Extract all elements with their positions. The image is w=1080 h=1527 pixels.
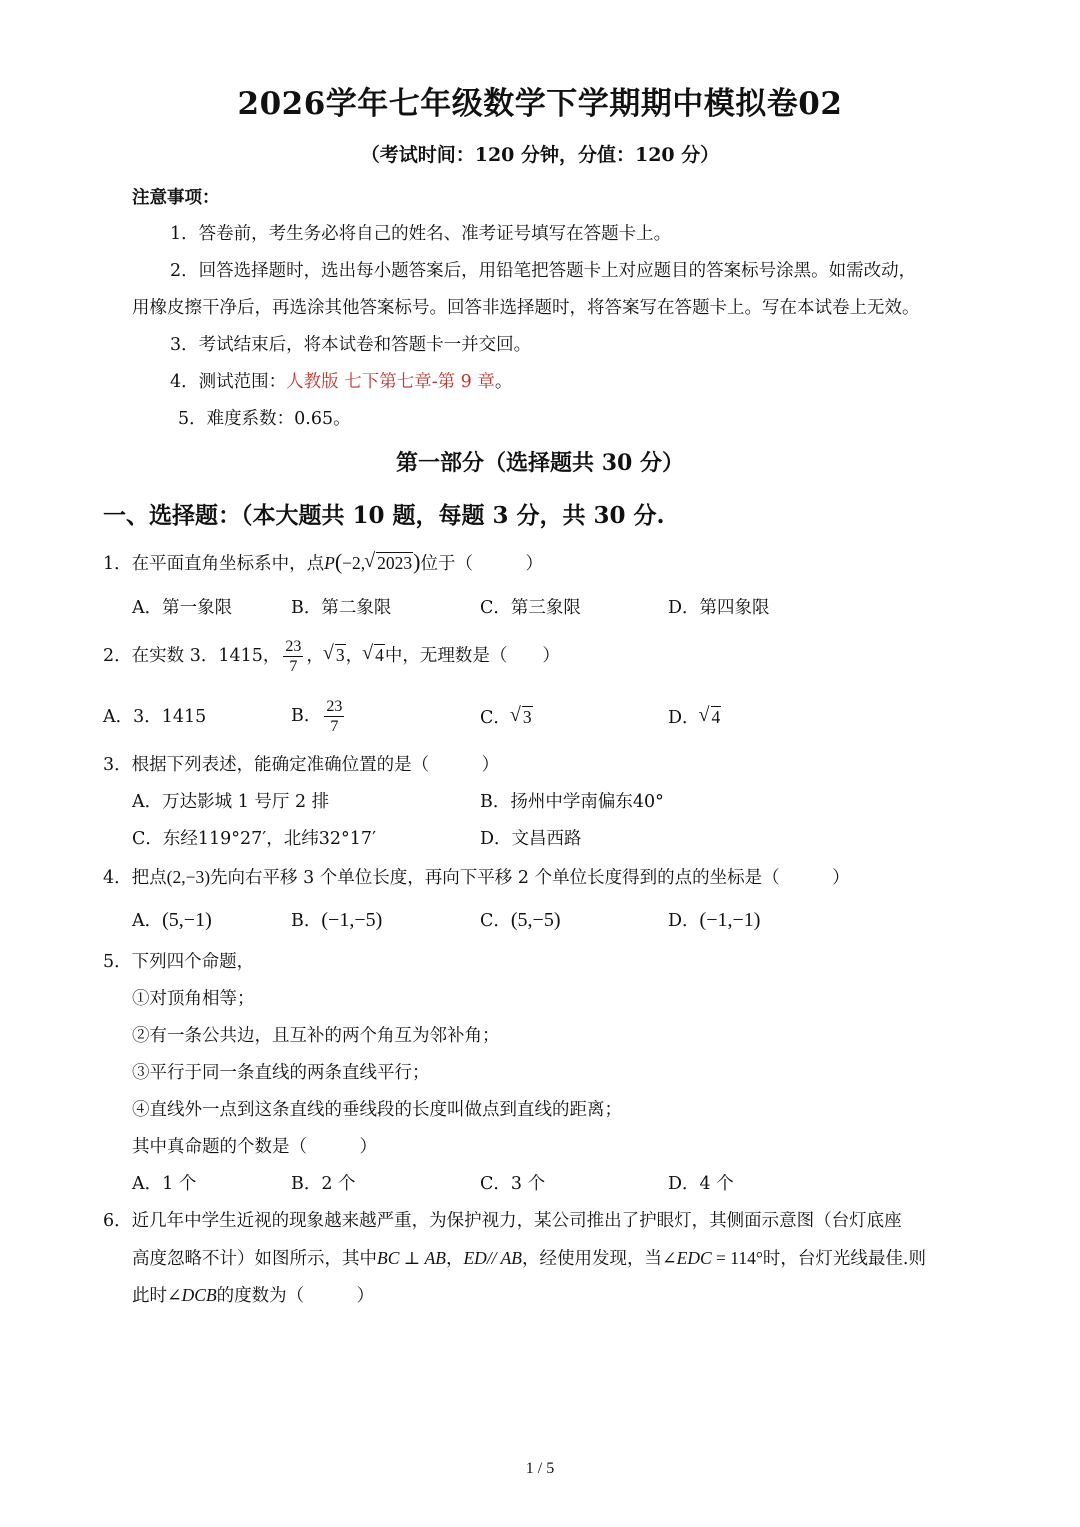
q6-perp-symbol: ⊥ (399, 1248, 425, 1268)
q4-option-b-label: B． (291, 911, 322, 931)
question-6-line-1: 6．近几年中学生近视的现象越来越严重，为保护视力，某公司推出了护眼灯，其侧面示意图（台灯底座 (103, 1211, 902, 1231)
q2-option-b-label: B． (291, 706, 322, 726)
q4-option-b-value: (−1,−5) (321, 909, 383, 931)
q3-option-b: B．扬州中学南偏东40° (480, 792, 664, 812)
q3-option-a: A．万达影城 1 号厅 2 排 (132, 792, 330, 812)
q1-stem-b: 位于（ ） (420, 554, 543, 574)
q5-option-d: D．4 个 (668, 1174, 734, 1194)
exam-info: （考试时间：120 分钟，分值：120 分） (360, 144, 720, 166)
q6-angle-dcb: ∠DCB (167, 1285, 217, 1305)
part-one-heading: 第一部分（选择题共 30 分） (396, 450, 684, 476)
q3-option-c: C．东经119°27′，北纬32°17′ (132, 829, 377, 849)
q2-stem-a: 2．在实数 3．1415， (103, 646, 281, 666)
page-number: 1 / 5 (525, 1460, 555, 1477)
question-4-stem (103, 865, 850, 890)
q1-point-p: P (324, 553, 335, 573)
question-5-stem: 5．下列四个命题， (103, 952, 255, 972)
q4-option-a-value: (5,−1) (162, 909, 212, 931)
q5-statement-4: ④直线外一点到这条直线的垂线段的长度叫做点到直线的距离； (132, 1100, 622, 1120)
q2-frac-den: 7 (289, 658, 298, 675)
q2-sqrt-4 (363, 636, 385, 674)
note-4-prefix: 4．测试范围： (170, 372, 287, 392)
q1-option-b: B．第二象限 (291, 598, 392, 618)
q2-radicand-1: 3 (335, 645, 345, 665)
q2-option-b (291, 694, 347, 738)
q4-option-b (291, 908, 382, 933)
q1-option-d: D．第四象限 (668, 598, 770, 618)
q5-statement-1: ①对顶角相等； (132, 989, 255, 1009)
q4-option-d-value: (−1,−1) (699, 909, 761, 931)
q4-option-a-label: A． (132, 911, 163, 931)
q2-option-c-sqrt (511, 705, 533, 729)
q2-b-num: 23 (326, 698, 343, 715)
page-title: 2026学年七年级数学下学期期中模拟卷02 (237, 86, 843, 122)
note-1: 1．答卷前，考生务必将自己的姓名、准考证号填写在答题卡上。 (170, 224, 672, 244)
q2-sep-2: ， (345, 646, 364, 666)
q1-sqrt (365, 551, 413, 575)
q5-question: 其中真命题的个数是（ ） (132, 1137, 377, 1157)
q5-option-a: A．1 个 (132, 1174, 197, 1194)
question-6-line-2 (132, 1246, 926, 1271)
q4-option-d (668, 908, 760, 933)
q1-option-a: A．第一象限 (132, 598, 233, 618)
q2-fraction (283, 637, 303, 676)
section-one-heading: 一、选择题：（本大题共 10 题，每题 3 分，共 30 分. (103, 502, 665, 529)
q5-statement-3: ③平行于同一条直线的两条直线平行； (132, 1063, 430, 1083)
q1-coord-x: −2, (342, 553, 366, 573)
notes-heading: 注意事项： (132, 188, 220, 208)
q3-option-d: D．文昌西路 (480, 829, 582, 849)
note-4-suffix: 。 (494, 372, 513, 392)
q2-frac-num: 23 (285, 638, 302, 655)
q6-parallel-symbol: // (486, 1248, 501, 1268)
q2-radicand-2: 4 (375, 645, 384, 665)
test-range: 人教版 七下第七章-第 9 章 (286, 372, 495, 392)
q1-option-c: C．第三象限 (480, 598, 581, 618)
q2-option-d-label: D． (668, 708, 700, 728)
q6-segment-ed: ED (463, 1248, 487, 1268)
question-6-line-3 (132, 1283, 374, 1308)
question-2-stem (103, 636, 560, 676)
q2-sqrt-3 (324, 636, 346, 674)
q2-option-c-label: C． (480, 708, 511, 728)
q4-option-a (132, 908, 212, 933)
q4-point: (2,−3) (166, 867, 211, 887)
q4-stem-a: 4．把点 (103, 868, 167, 888)
q1-radicand: 2023 (377, 553, 413, 573)
q2-b-den: 7 (330, 718, 339, 735)
q6-text-e: 的度数为（ ） (216, 1286, 375, 1306)
q4-option-d-label: D． (668, 911, 700, 931)
q6-angle-edc: ∠EDC (662, 1248, 712, 1268)
q2-option-d-sqrt (700, 705, 722, 729)
note-4 (170, 370, 512, 394)
q2-d-radicand: 4 (711, 707, 721, 727)
q6-segment-ab-1: AB (424, 1248, 446, 1268)
q2-option-c (480, 705, 533, 730)
q2-option-a: A．3．1415 (103, 707, 207, 727)
q2-option-d (668, 705, 721, 730)
q6-text-c: 时，台灯光线最佳.则 (762, 1249, 926, 1269)
q4-option-c-label: C． (480, 911, 511, 931)
q6-text-b: ，经使用发现，当 (522, 1249, 662, 1269)
q5-option-b: B．2 个 (291, 1174, 356, 1194)
note-5: 5．难度系数：0.65。 (178, 409, 351, 429)
q2-c-radicand: 3 (522, 707, 532, 727)
q6-segment-ab-2: AB (500, 1248, 522, 1268)
q6-text-d: 此时 (132, 1286, 167, 1306)
note-2-line2: 用橡皮擦干净后，再选涂其他答案标号。回答非选择题时，将答案写在答题卡上。写在本试卷上无效。 (132, 298, 920, 318)
q5-option-c: C．3 个 (480, 1174, 546, 1194)
note-2-line1: 2．回答选择题时，选出每小题答案后，用铅笔把答题卡上对应题目的答案标号涂黑。如需改动， (170, 261, 917, 281)
q6-text-a: 高度忽略不计）如图所示，其中 (132, 1249, 377, 1269)
q2-stem-b: 中，无理数是（ ） (384, 646, 560, 666)
question-3-stem: 3．根据下列表述，能确定准确位置的是（ ） (103, 755, 500, 775)
q2-option-b-fraction (324, 697, 344, 736)
q4-option-c (480, 908, 561, 933)
question-1-stem: 1．在平面直角坐标系中，点P(−2,√ 2023)位于（ ） (103, 550, 543, 576)
q6-segment-bc: BC (377, 1248, 400, 1268)
q1-stem-a: 1．在平面直角坐标系中，点 (103, 554, 325, 574)
q6-comma: ， (445, 1249, 464, 1269)
q4-option-c-value: (5,−5) (510, 909, 561, 931)
q6-angle-value: = 114° (711, 1248, 763, 1268)
note-3: 3．考试结束后，将本试卷和答题卡一并交回。 (170, 335, 532, 355)
q5-statement-2: ②有一条公共边，且互补的两个角互为邻补角； (132, 1026, 500, 1046)
q4-stem-b: 先向右平移 3 个单位长度，再向下平移 2 个单位长度得到的点的坐标是（ ） (210, 868, 850, 888)
q2-sep-1: ， (306, 646, 324, 666)
